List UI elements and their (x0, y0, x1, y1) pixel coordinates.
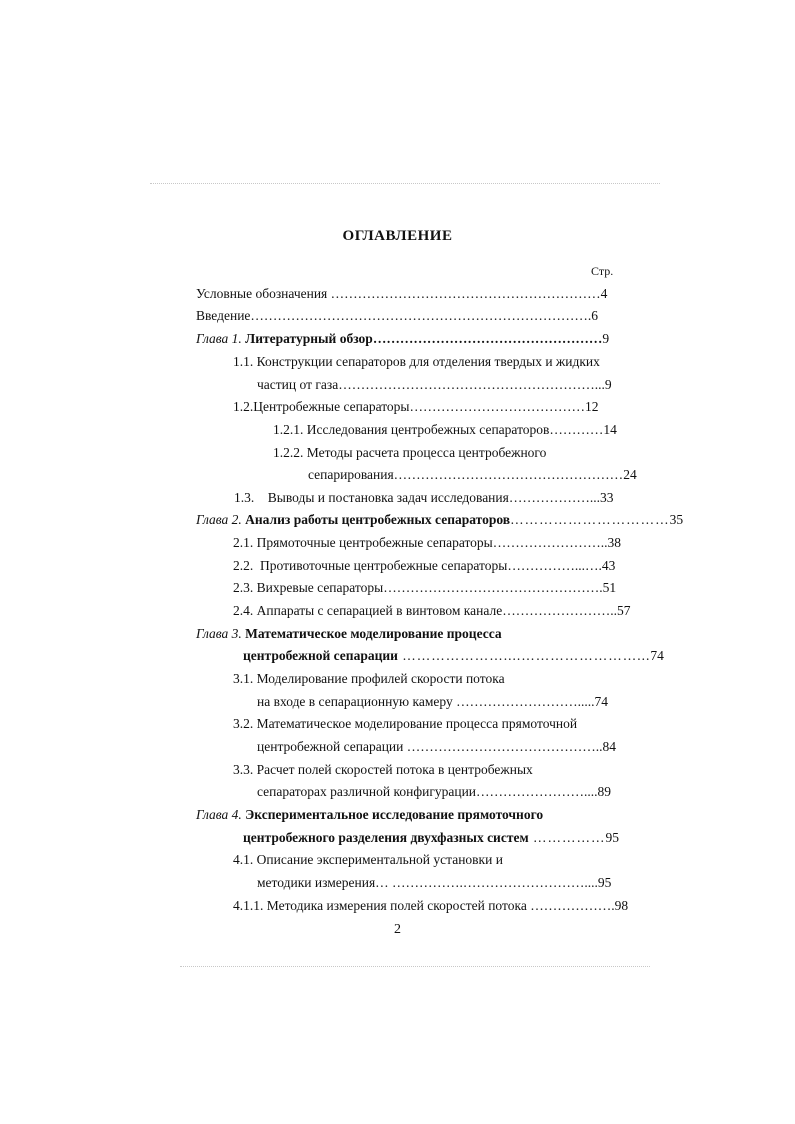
toc-section-2-1[interactable] (233, 534, 621, 552)
toc-entry-page: 51 (602, 580, 617, 595)
toc-entry-text: на входе в сепарационную камеру ………………………..... (257, 694, 595, 709)
toc-chapter-2[interactable] (196, 511, 684, 529)
section-number: 1.2.1. (273, 422, 304, 437)
toc-entry-page: 74 (594, 694, 608, 709)
section-number: 1.2. (233, 399, 254, 414)
toc-entry-text: Выводы и постановка задач исследования………………... (267, 490, 600, 505)
section-number: 3.2. (233, 716, 254, 731)
toc-section-1-1-cont[interactable] (257, 376, 612, 394)
toc-entry-text: Введение…………………………………………………………………. (196, 308, 592, 323)
leader-dots: …………………....……………………... (397, 648, 651, 663)
toc-entry-page: 95 (597, 875, 612, 890)
toc-entry-text: Анализ работы центробежных сепараторов (245, 512, 511, 527)
section-number: 2.4. (233, 603, 254, 618)
toc-entry-text: центробежной сепарации …………………………………….. (257, 739, 603, 754)
toc-entry-text: центробежной сепарации (243, 648, 398, 663)
chapter-prefix: Глава 4. (196, 807, 242, 822)
page-title: ОГЛАВЛЕНИЕ (342, 228, 453, 244)
section-number: 1.3. (234, 490, 255, 505)
toc-entry-page: 33 (599, 490, 614, 505)
toc-entry-page: 9 (604, 377, 612, 392)
toc-entry-page: 12 (585, 399, 599, 414)
toc-chapter-1[interactable] (196, 330, 610, 348)
chapter-prefix: Глава 3. (196, 626, 242, 641)
toc-section-3-1-cont[interactable] (257, 693, 621, 711)
page-number: 2 (394, 922, 401, 937)
toc-entry-text: частиц от газа…………………………………………………... (257, 377, 605, 392)
toc-entry-text: Центробежные сепараторы………………………………… (253, 399, 586, 414)
toc-entry-page: 24 (623, 467, 637, 482)
toc-entry-symbols[interactable] (196, 285, 607, 303)
toc-entry-text: Литературный обзор…………………………………………… (245, 331, 603, 346)
toc-entry-page: 98 (614, 898, 629, 913)
toc-entry-page: 84 (602, 739, 616, 754)
section-number: 2.1. (233, 535, 254, 550)
toc-entry-page: 35 (669, 512, 684, 527)
toc-section-3-3-cont[interactable] (257, 783, 627, 801)
toc-entry-text: Математическое моделирование процесса (245, 626, 502, 641)
toc-section-3-2-cont[interactable] (257, 738, 621, 756)
toc-entry-text: Методика измерения полей скоростей потока ………………. (266, 898, 615, 913)
toc-entry-text: центробежного разделения двухфазных систем (243, 830, 529, 845)
toc-entry-page: 74 (650, 648, 664, 663)
page-column-label: Стр. (591, 264, 614, 278)
section-number: 2.3. (233, 580, 254, 595)
toc-entry-text: Условные обозначения …………………………………………………… (196, 286, 601, 301)
leader-dots: …………… (528, 830, 606, 845)
toc-section-4-1[interactable] (233, 851, 621, 869)
toc-entry-text: Противоточные центробежные сепараторы……………...…. (260, 558, 602, 573)
toc-chapter-3-cont[interactable] (243, 647, 664, 665)
toc-entry-text: сепарирования…………………………………………… (308, 467, 624, 482)
toc-entry-text: Описание экспериментальной установки и (256, 852, 503, 867)
toc-entry-page: 14 (603, 422, 617, 437)
toc-section-3-3[interactable] (233, 761, 621, 779)
leader-dots: …………………………… (510, 512, 670, 527)
toc-entry-text: Экспериментальное исследование прямоточного (245, 807, 544, 822)
toc-section-4-1-cont[interactable] (257, 874, 627, 892)
chapter-prefix: Глава 2. (196, 512, 242, 527)
toc-chapter-4-cont[interactable] (243, 829, 619, 847)
section-number: 1.1. (233, 354, 254, 369)
toc-section-2-2[interactable] (233, 557, 621, 575)
toc-chapter-4[interactable] (196, 806, 616, 824)
toc-entry-text: сепараторах различной конфигурации…………………….... (257, 784, 598, 799)
section-number: 3.3. (233, 762, 254, 777)
toc-entry-page: 43 (601, 558, 616, 573)
toc-entry-page: 89 (597, 784, 612, 799)
section-number: 1.2.2. (273, 445, 304, 460)
toc-section-1-2-1[interactable] (273, 421, 618, 439)
toc-section-1-2[interactable] (233, 398, 613, 416)
toc-entry-text: Методы расчета процесса центробежного (306, 445, 547, 460)
toc-entry-page: 38 (607, 535, 621, 550)
toc-chapter-3[interactable] (196, 625, 616, 643)
toc-section-1-2-2-cont[interactable] (308, 466, 637, 484)
toc-section-2-4[interactable] (233, 602, 631, 620)
toc-entry-introduction[interactable] (196, 307, 607, 325)
toc-section-3-1[interactable] (233, 670, 621, 688)
toc-section-1-1[interactable] (233, 353, 613, 371)
toc-entry-text: Математическое моделирование процесса прямоточной (256, 716, 578, 731)
chapter-prefix: Глава 1. (196, 331, 242, 346)
toc-section-1-2-2[interactable] (273, 444, 618, 462)
toc-entry-page: 4 (600, 286, 608, 301)
toc-entry-page: 95 (605, 830, 620, 845)
toc-entry-text: Вихревые сепараторы…………………………………………. (256, 580, 603, 595)
section-number: 4.1.1. (233, 898, 264, 913)
section-number: 3.1. (233, 671, 254, 686)
toc-section-2-3[interactable] (233, 579, 621, 597)
toc-entry-text: Аппараты с сепарацией в винтовом канале…………………….. (256, 603, 617, 618)
toc-section-1-3[interactable] (234, 489, 619, 507)
toc-entry-text: Исследования центробежных сепараторов………… (306, 422, 604, 437)
toc-section-3-2[interactable] (233, 715, 621, 733)
toc-entry-text: методики измерения… …………….……………………….... (257, 875, 598, 890)
section-number: 2.2. (233, 558, 254, 573)
toc-entry-text: Прямоточные центробежные сепараторы…………………….. (256, 535, 608, 550)
toc-section-4-1-1[interactable] (233, 897, 629, 915)
toc-entry-text: Конструкции сепараторов для отделения твердых и жидких (256, 354, 600, 369)
toc-entry-text: Расчет полей скоростей потока в центробежных (256, 762, 533, 777)
section-number: 4.1. (233, 852, 254, 867)
toc-entry-page: 6 (591, 308, 599, 323)
toc-entry-page: 57 (616, 603, 631, 618)
toc-entry-page: 9 (602, 331, 610, 346)
toc-entry-text: Моделирование профилей скорости потока (256, 671, 505, 686)
